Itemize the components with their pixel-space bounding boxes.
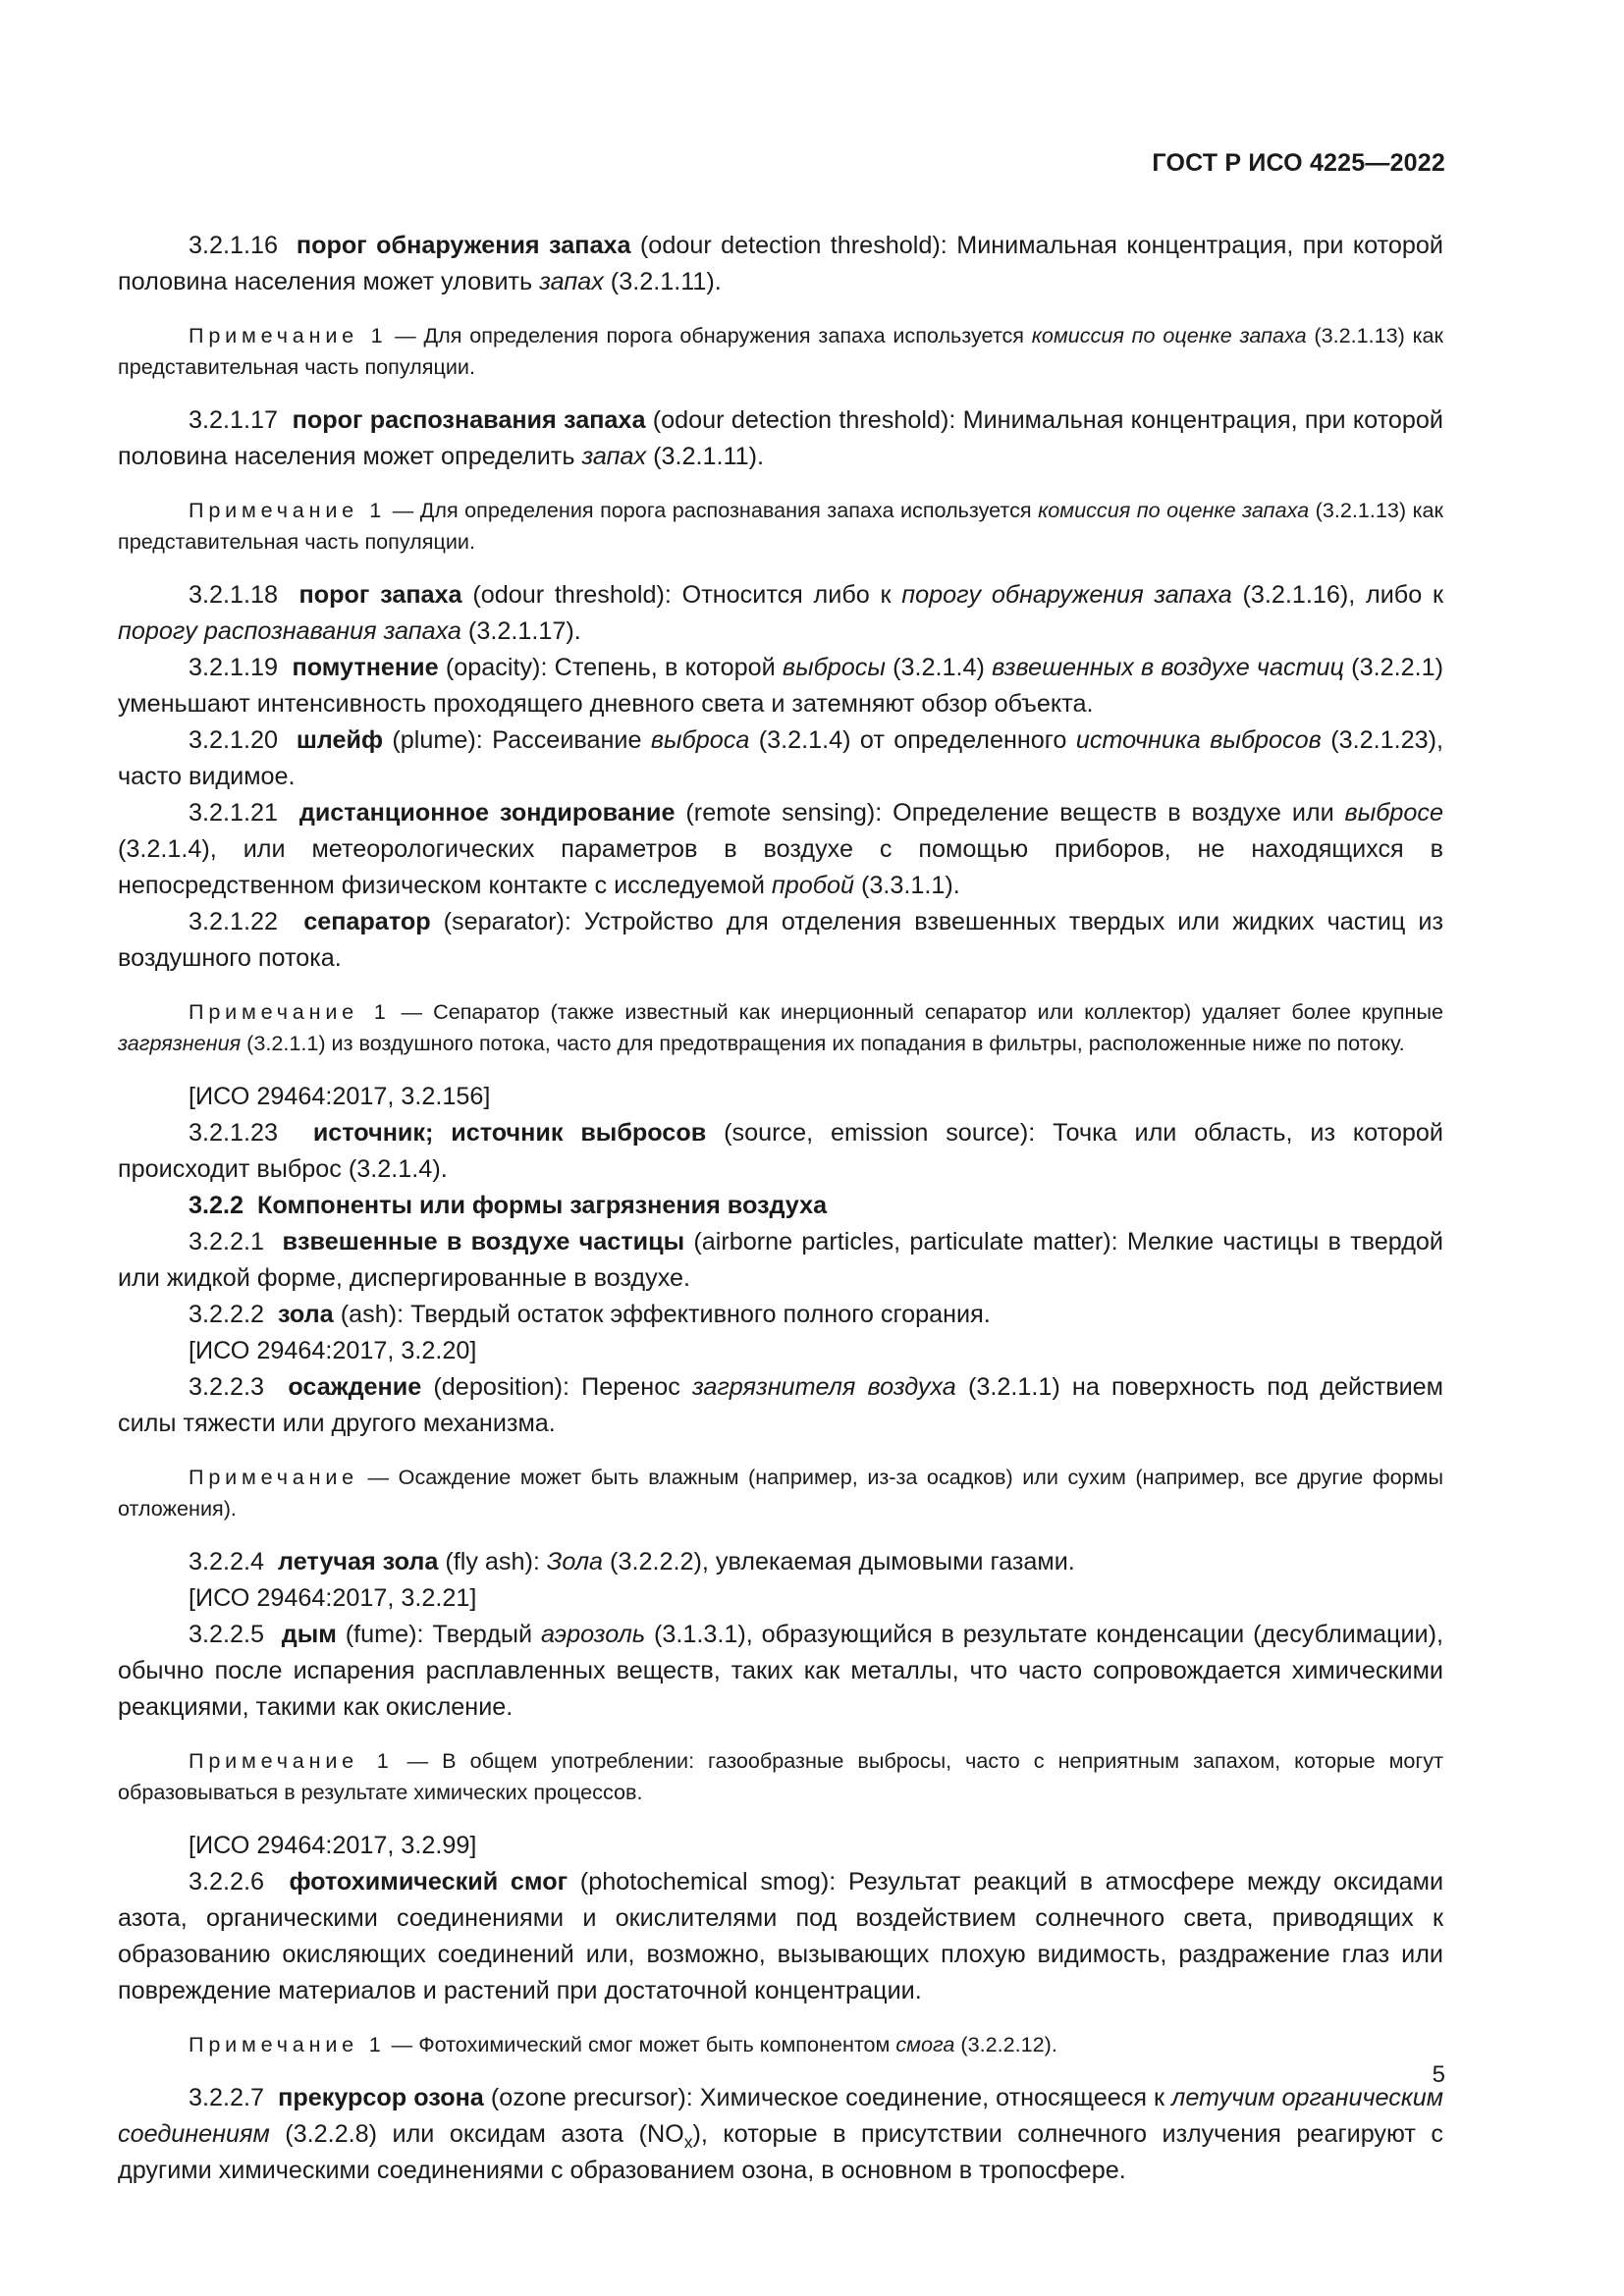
term-entry-3-2-1-17: 3.2.1.17 порог распознавания запаха (odour detection threshold): Минимальная концентрация, при которой половина населения может определить запах (3.2.1.11).: [118, 406, 1443, 470]
note-3-2-1-16: Примечание 1 — Для определения порога обнаружения запаха используется комиссия по оценке запаха (3.2.1.13) как представительная часть популяции.: [118, 323, 1443, 379]
term: порог запаха: [298, 581, 462, 609]
term: источник; источник выбросов: [312, 1119, 707, 1147]
note-label: Примечание 1: [189, 323, 388, 347]
note-3-2-2-6: Примечание 1 — Фотохимический смог может быть компонентом смога (3.2.2.12).: [189, 2032, 1057, 2056]
term: шлейф: [296, 726, 384, 754]
term: помутнение: [292, 654, 439, 681]
term: взвешенные в воздухе частицы: [282, 1228, 685, 1255]
source-reference: [ИСО 29464:2017, 3.2.156]: [189, 1083, 491, 1110]
term-entry-3-2-1-22: 3.2.1.22 сепаратор (separator): Устройство для отделения взвешенных твердых или жидких частиц из воздушного потока.: [118, 908, 1444, 972]
note-label: Примечание: [189, 1465, 358, 1489]
term-entry-3-2-2-7: 3.2.2.7 прекурсор озона (ozone precursor): Химическое соединение, относящееся к летучим органическим соединениям (3.2.2.8) или оксидам азота $(NO_x)$, которые в присутствии солнечного излучения реагируют с другими химическими соединениями с образованием озона, в основном в тропосфере.: [118, 2084, 1443, 2184]
source-reference: [ИСО 29464:2017, 3.2.21]: [189, 1584, 477, 1612]
term: летучая зола: [278, 1548, 439, 1575]
note-label: Примечание 1: [189, 999, 391, 1024]
term: прекурсор озона: [278, 2084, 484, 2111]
term-entry-3-2-2-3: 3.2.2.3 осаждение (deposition): Перенос загрязнителя воздуха (3.2.1.1) на поверхность под действием силы тяжести или другого механизма.: [118, 1373, 1443, 1437]
term: сепаратор: [303, 908, 431, 935]
term-entry-3-2-2-4: 3.2.2.4 летучая зола (fly ash): Зола (3.2.2.2), увлекаемая дымовыми газами.: [189, 1548, 1075, 1575]
term-entry-3-2-1-16: 3.2.1.16 порог обнаружения запаха (odour detection threshold): Минимальная концентрация, при которой половина населения может уловить запах (3.2.1.11).: [118, 232, 1443, 295]
term: порог обнаружения запаха: [296, 232, 631, 259]
term-entry-3-2-1-18: 3.2.1.18 порог запаха (odour threshold): Относится либо к порогу обнаружения запаха (3.2.1.16), либо к порогу распознавания запаха (3.2.1.17).: [118, 581, 1443, 645]
note-label: Примечание 1: [189, 498, 387, 522]
term-entry-3-2-2-2: 3.2.2.2 зола (ash): Твердый остаток эффективного полного сгорания.: [189, 1301, 991, 1328]
document-header: ГОСТ Р ИСО 4225—2022: [1152, 149, 1445, 177]
term: порог распознавания запаха: [292, 406, 646, 434]
note-3-2-2-3: Примечание — Осаждение может быть влажным (например, из-за осадков) или сухим (например, все другие формы отложения).: [118, 1465, 1443, 1521]
term: дым: [281, 1621, 337, 1648]
page-number: 5: [1432, 2061, 1445, 2088]
term-entry-3-2-1-19: 3.2.1.19 помутнение (opacity): Степень, в которой выбросы (3.2.1.4) взвешенных в воздухе частиц (3.2.2.1) уменьшают интенсивность проходящего дневного света и затемняют обзор объекта.: [118, 654, 1443, 718]
note-label: Примечание 1: [189, 2032, 386, 2056]
page-content: [118, 228, 1443, 2189]
term-entry-3-2-2-1: 3.2.2.1 взвешенные в воздухе частицы (airborne particles, particulate matter): Мелкие частицы в твердой или жидкой форме, диспергированные в воздухе.: [118, 1228, 1443, 1292]
term: фотохимический смог: [289, 1868, 568, 1896]
note-3-2-2-5: Примечание 1 — В общем употреблении: газообразные выбросы, часто с неприятным запахом, которые могут образовываться в результате химических процессов.: [118, 1748, 1443, 1804]
term: дистанционное зондирование: [298, 799, 676, 827]
term-entry-3-2-2-5: 3.2.2.5 дым (fume): Твердый аэрозоль (3.1.3.1), образующийся в результате конденсации (десублимации), обычно после испарения расплавленных веществ, таких как металлы, что часто сопровождается химическими реакциями, такими как окисление.: [118, 1621, 1443, 1721]
term: осаждение: [288, 1373, 422, 1401]
note-label: Примечание 1: [189, 1748, 394, 1773]
section-heading-3-2-2: 3.2.2 Компоненты или формы загрязнения воздуха: [189, 1192, 828, 1219]
term-entry-3-2-1-20: 3.2.1.20 шлейф (plume): Рассеивание выброса (3.2.1.4) от определенного источника выбросов (3.2.1.23), часто видимое.: [118, 726, 1444, 790]
note-3-2-1-22: Примечание 1 — Сепаратор (также известный как инерционный сепаратор или коллектор) удаляет более крупные загрязнения (3.2.1.1) из воздушного потока, часто для предотвращения их попадания в фильтры, расположенные ниже по потоку.: [118, 999, 1443, 1055]
term-entry-3-2-2-6: 3.2.2.6 фотохимический смог (photochemical smog): Результат реакций в атмосфере между оксидами азота, органическими соединениями и окислителями под воздействием солнечного света, приводящих к образованию окисляющих соединений или, возможно, вызывающих плохую видимость, раздражение глаз или повреждение материалов и растений при достаточной концентрации.: [118, 1868, 1444, 2004]
term-entry-3-2-1-21: 3.2.1.21 дистанционное зондирование (remote sensing): Определение веществ в воздухе или выбросе (3.2.1.4), или метеорологических параметров в воздухе с помощью приборов, не находящихся в непосредственном физическом контакте с исследуемой пробой (3.3.1.1).: [118, 799, 1444, 899]
note-3-2-1-17: Примечание 1 — Для определения порога распознавания запаха используется комиссия по оценке запаха (3.2.1.13) как представительная часть популяции.: [118, 498, 1443, 554]
source-reference: [ИСО 29464:2017, 3.2.99]: [189, 1832, 477, 1859]
term-entry-3-2-1-23: 3.2.1.23 источник; источник выбросов (source, emission source): Точка или область, из которой происходит выброс (3.2.1.4).: [118, 1119, 1443, 1183]
term: зола: [278, 1301, 334, 1328]
source-reference: [ИСО 29464:2017, 3.2.20]: [189, 1337, 477, 1364]
